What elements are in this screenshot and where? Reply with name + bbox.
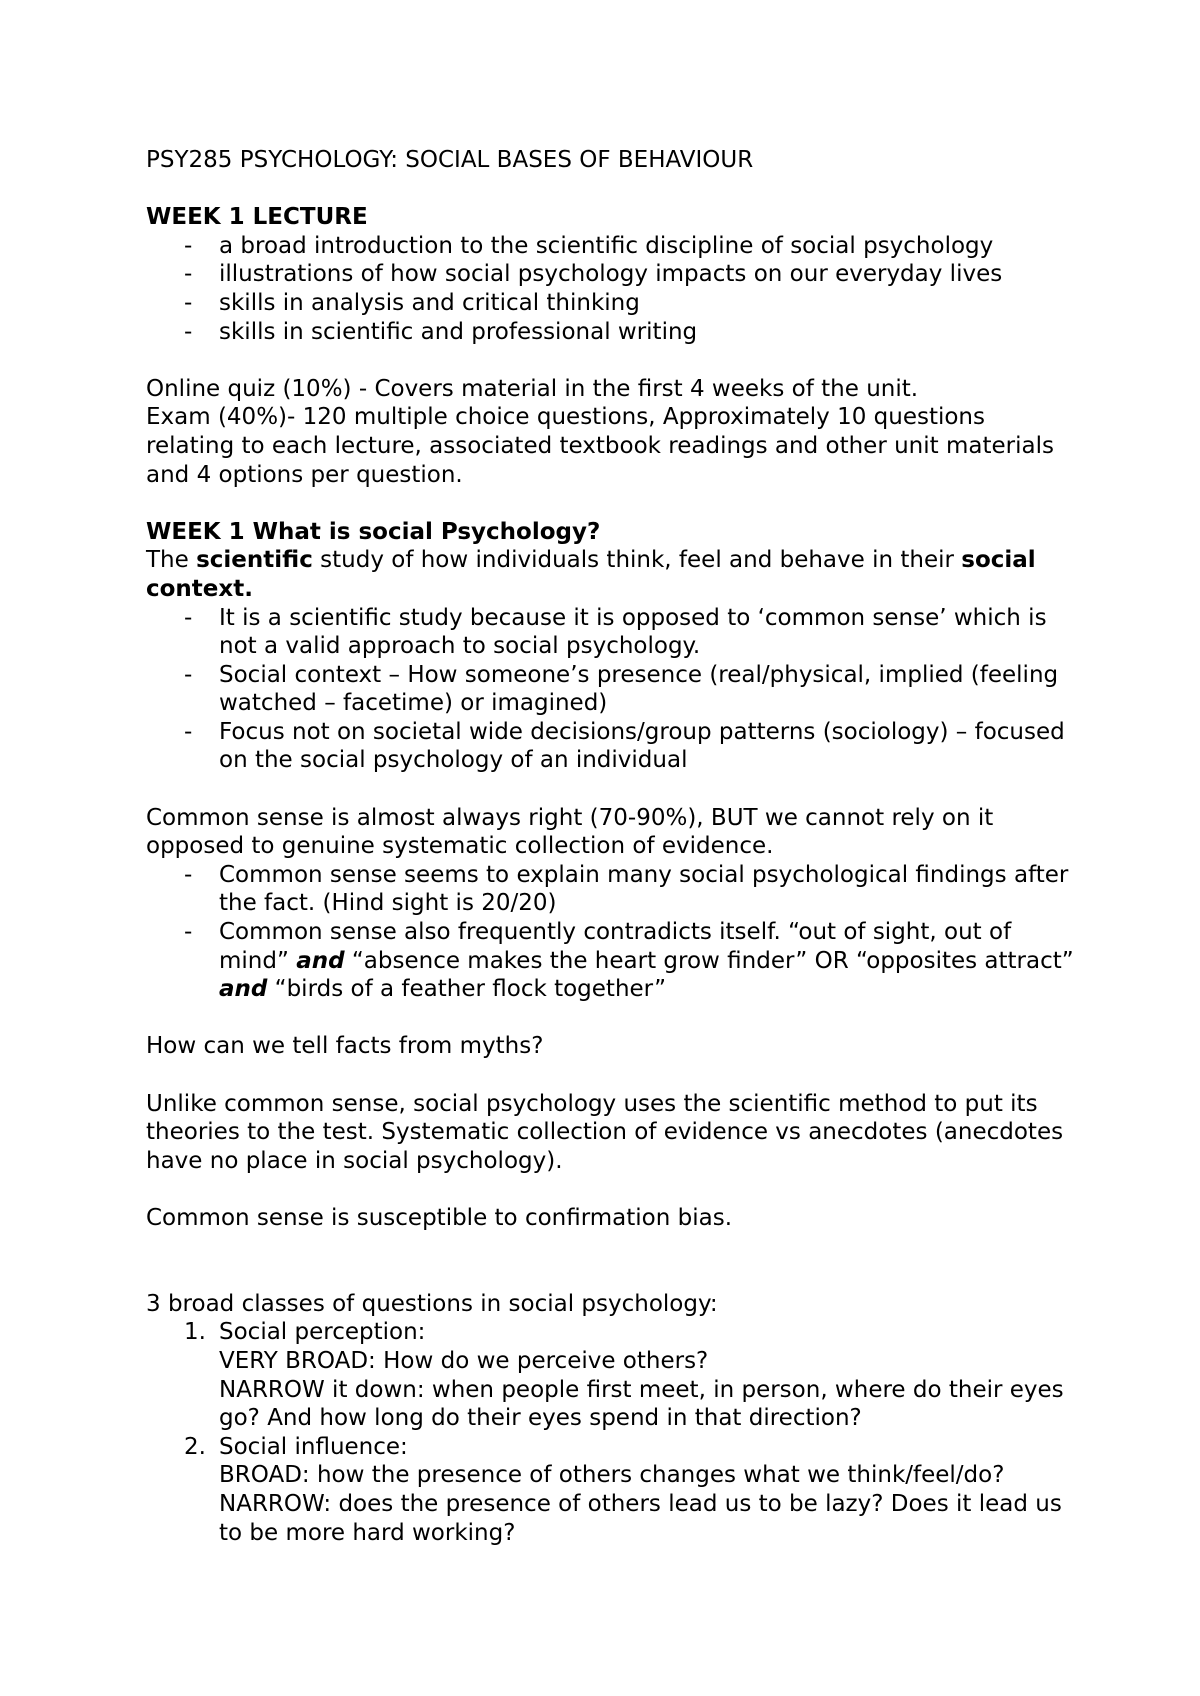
list-item: - It is a scientific study because it is opposed to ‘common sense’ which is not a valid approach to social psychology. xyxy=(184,604,1047,660)
question-classes-list xyxy=(146,1318,1076,1547)
definition: The scientific study of how individuals think, feel and behave in their social context. xyxy=(146,547,1036,602)
quiz-info: Online quiz (10%) - Covers material in the first 4 weeks of the unit. xyxy=(146,375,919,402)
lecture-goals-list xyxy=(146,232,1076,346)
list-item: - illustrations of how social psychology impacts on our everyday lives xyxy=(184,261,1003,288)
question-classes-intro: 3 broad classes of questions in social psychology: xyxy=(146,1290,718,1317)
list-item: - a broad introduction to the scientific discipline of social psychology xyxy=(184,232,994,259)
list-item: - skills in analysis and critical thinking xyxy=(184,289,640,316)
list-item: - Common sense seems to explain many social psychological findings after the fact. (Hind sight is 20/20) xyxy=(184,861,1069,917)
document-body xyxy=(146,146,1076,1547)
common-sense-intro: Common sense is almost always right (70-90%), BUT we cannot rely on it opposed to genuine systematic collection of evidence. xyxy=(146,804,994,860)
what-is-social-psychology-heading: WEEK 1 What is social Psychology? xyxy=(146,518,601,545)
week1-lecture-heading: WEEK 1 LECTURE xyxy=(146,204,368,231)
facts-question: How can we tell facts from myths? xyxy=(146,1033,544,1060)
definition-points-list xyxy=(146,604,1076,776)
confirmation-bias-paragraph: Common sense is susceptible to confirmation bias. xyxy=(146,1204,733,1231)
list-item: - Social context – How someone’s presence (real/physical, implied (feeling watched – facetime) or imagined) xyxy=(184,661,1059,717)
exam-info: Exam (40%)- 120 multiple choice questions, Approximately 10 questions relating to each lecture, associated textbook readings and other unit materials and 4 options per question. xyxy=(146,404,1054,488)
list-item: - skills in scientific and professional writing xyxy=(184,318,698,345)
list-item: - Focus not on societal wide decisions/group patterns (sociology) – focused on the social psychology of an individual xyxy=(184,718,1065,774)
scientific-method-paragraph: Unlike common sense, social psychology uses the scientific method to put its theories to the test. Systematic collection of evidence vs anecdotes (anecdotes have no place in social psychology). xyxy=(146,1090,1064,1174)
list-item: - Common sense also frequently contradicts itself. “out of sight, out of mind” and “absence makes the heart grow finder” OR “opposites attract” and “birds of a feather flock together” xyxy=(184,919,1074,1003)
common-sense-list xyxy=(146,861,1076,1004)
list-item: 2. Social influence: BROAD: how the presence of others changes what we think/feel/do? NARROW: does the presence of others lead us to be lazy? Does it lead us to be more hard working? xyxy=(184,1433,1062,1546)
document-title: PSY285 PSYCHOLOGY: SOCIAL BASES OF BEHAVIOUR xyxy=(146,147,754,173)
list-item: 1. Social perception: VERY BROAD: How do we perceive others? NARROW it down: when people first meet, in person, where do their eyes go? And how long do their eyes spend in that direction? xyxy=(184,1319,1064,1432)
